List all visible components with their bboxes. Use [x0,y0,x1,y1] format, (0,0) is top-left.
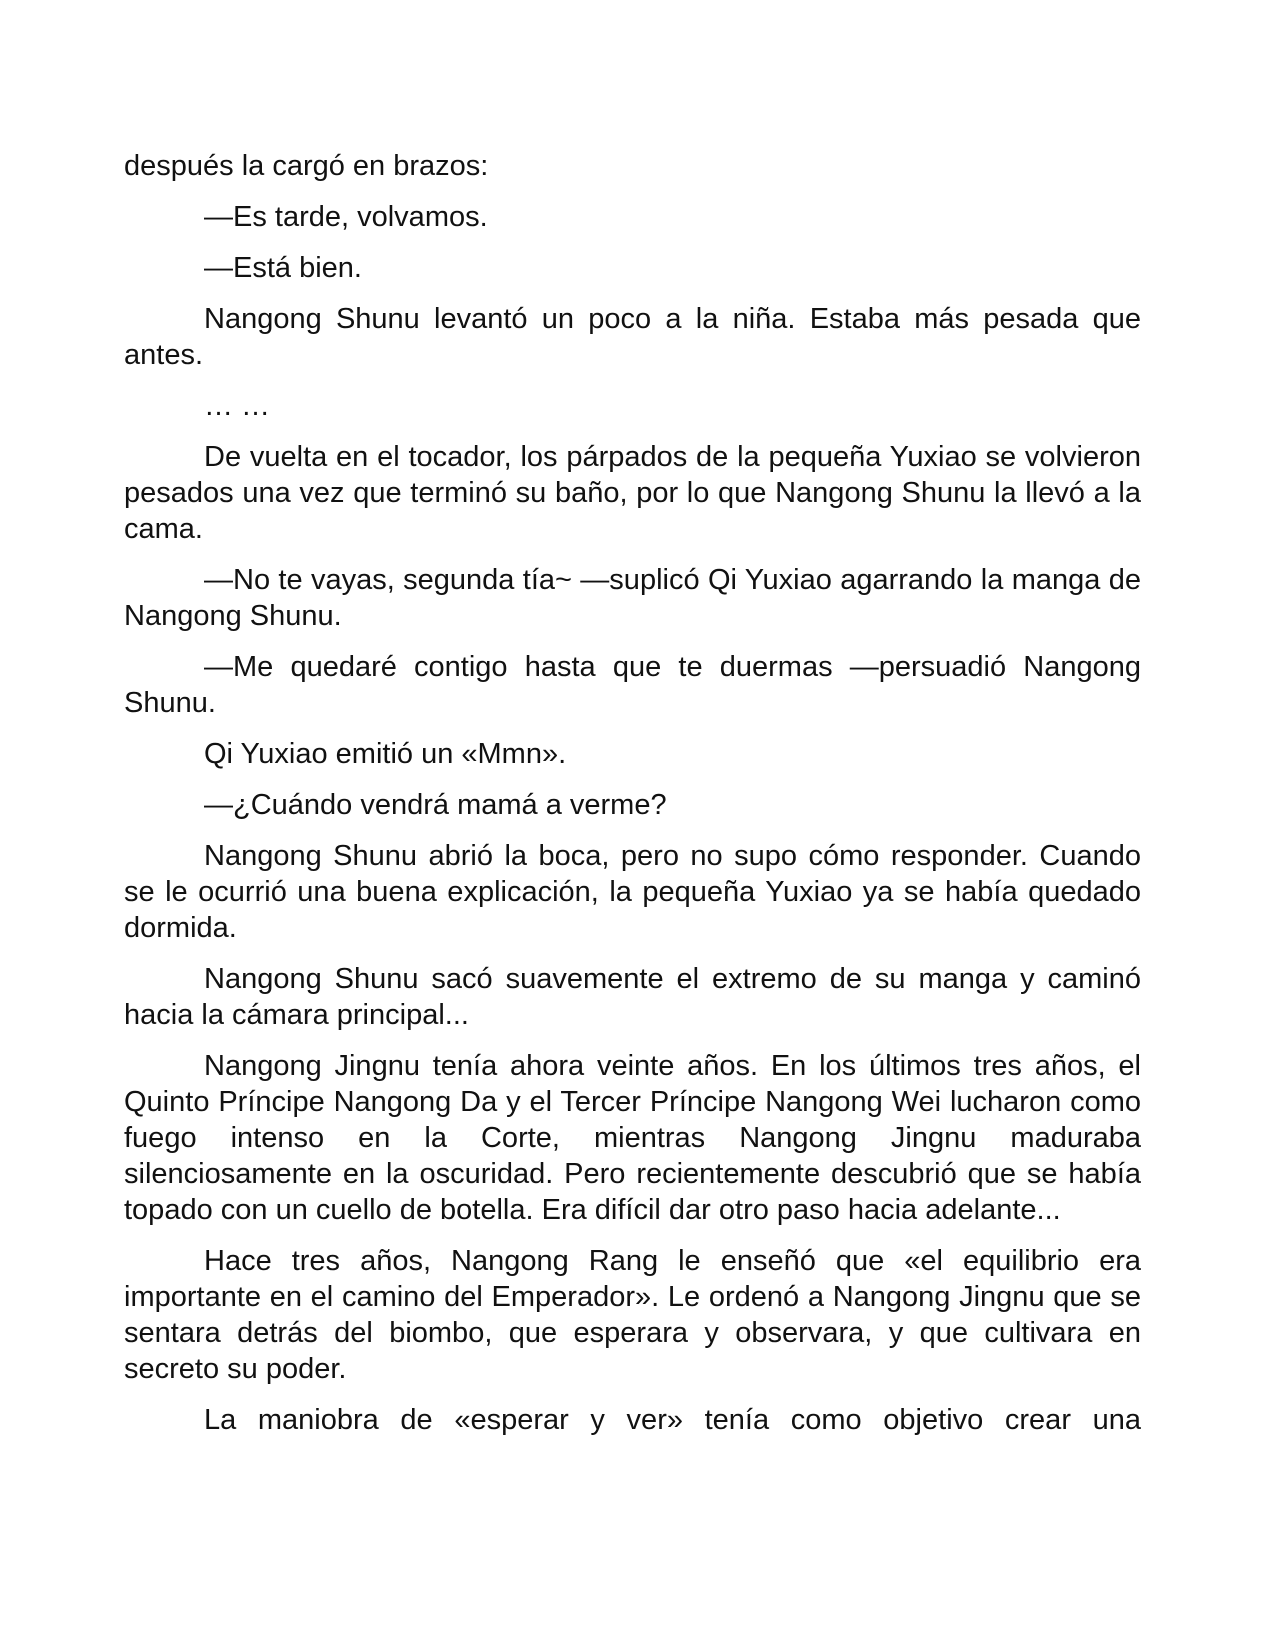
paragraph: Nangong Shunu abrió la boca, pero no supo cómo responder. Cuando se le ocurrió una buena explicación, la pequeña Yuxiao ya se había quedado dormida. [124,840,1141,944]
paragraph: —¿Cuándo vendrá mamá a verme? [204,789,667,821]
paragraph: después la cargó en brazos: [124,150,489,182]
paragraph: De vuelta en el tocador, los párpados de la pequeña Yuxiao se volvieron pesados una vez que terminó su baño, por lo que Nangong Shunu la llevó a la cama. [124,441,1141,545]
document-page [124,148,1141,1453]
paragraph: Hace tres años, Nangong Rang le enseñó que «el equilibrio era importante en el camino del Emperador». Le ordenó a Nangong Jingnu que se sentara detrás del biombo, que esperara y observara, y que cultivara en secreto su poder. [124,1245,1141,1385]
paragraph: Qi Yuxiao emitió un «Mmn». [204,738,567,770]
paragraph: —Es tarde, volvamos. [204,201,488,233]
paragraph: Nangong Shunu levantó un poco a la niña. Estaba más pesada que antes. [124,303,1141,371]
paragraph: Nangong Shunu sacó suavemente el extremo de su manga y caminó hacia la cámara principal... [124,963,1141,1031]
scene-break: … … [204,390,271,422]
paragraph: Nangong Jingnu tenía ahora veinte años. En los últimos tres años, el Quinto Príncipe Nangong Da y el Tercer Príncipe Nangong Wei lucharon como fuego intenso en la Corte, mientras Nangong Jingnu maduraba silenciosamente en la oscuridad. Pero recientemente descubrió que se había topado con un cuello de botella. Era difícil dar otro paso hacia adelante... [124,1050,1141,1226]
paragraph: —No te vayas, segunda tía~ —suplicó Qi Yuxiao agarrando la manga de Nangong Shunu. [124,564,1141,632]
paragraph: —Está bien. [204,252,362,284]
paragraph: La maniobra de «esperar y ver» tenía como objetivo crear una [204,1404,1141,1436]
paragraph: —Me quedaré contigo hasta que te duermas —persuadió Nangong Shunu. [124,651,1141,719]
